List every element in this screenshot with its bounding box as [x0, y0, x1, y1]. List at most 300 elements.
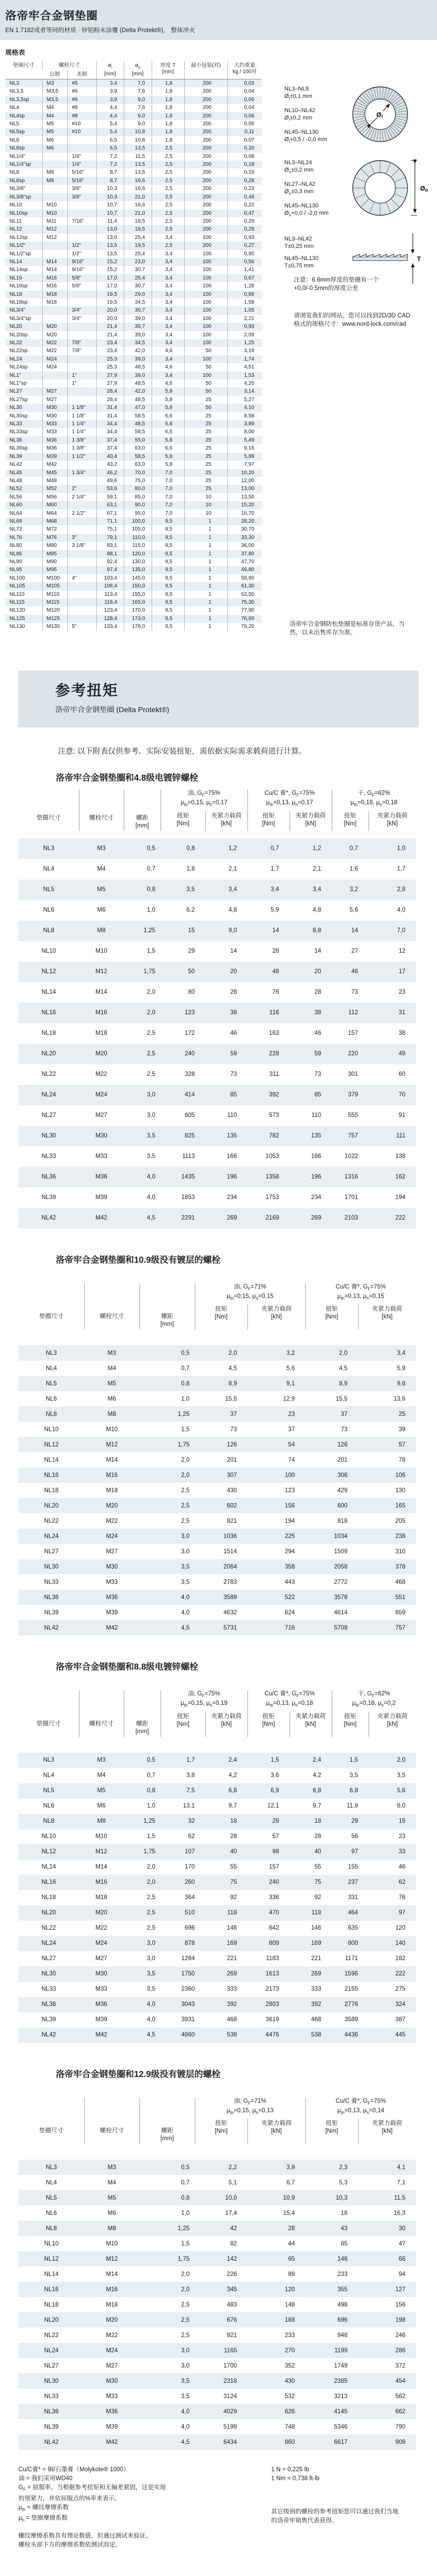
spec-cell: 10,20	[227, 469, 262, 477]
spec-cell: 1	[184, 606, 227, 614]
spec-cell: 4,4	[96, 104, 124, 112]
torque-cell: 3,5	[181, 1563, 190, 1570]
note-line: NL27–NL42	[284, 181, 315, 188]
torque-cell: M3	[107, 1350, 116, 1356]
spec-cell: 25	[184, 428, 227, 436]
spec-row	[5, 461, 262, 468]
torque-cell: 5,6	[397, 1788, 405, 1794]
torque-cell: 112	[348, 1010, 358, 1016]
torque-cell: 921	[226, 2332, 237, 2339]
spec-row	[5, 477, 262, 485]
torque-cell: M24	[95, 1940, 107, 1947]
spec-cell	[67, 225, 96, 233]
torque-row	[18, 1406, 416, 1422]
torque-cell: 20	[230, 969, 237, 975]
torque-cell: 1036	[223, 1533, 237, 1540]
torque-cell: 1358	[265, 1174, 279, 1181]
spec-cell	[67, 209, 96, 217]
torque-table-header	[18, 1690, 416, 1737]
spec-cell: 1 1/2"	[67, 453, 96, 461]
torque-cell: 44	[288, 2240, 295, 2247]
spec-cell: 5,8	[152, 420, 184, 428]
spec-cell: 4,6	[152, 363, 184, 371]
label: 螺栓尺寸	[89, 1720, 114, 1727]
spec-cell: 1 3/8"	[67, 444, 96, 452]
spec-cell	[67, 396, 96, 404]
torque-cell: 5,6	[350, 907, 358, 914]
spec-row	[5, 331, 262, 339]
torque-cell: 146	[226, 1925, 237, 1932]
label: 夹紧力载荷	[372, 1306, 402, 1313]
header-spacer	[18, 2144, 416, 2160]
torque-cell: NL30	[41, 1971, 56, 1978]
torque-cell: 3,5	[181, 2393, 190, 2400]
torque-cell: 28	[230, 1833, 237, 1840]
spec-cell: 7,97	[227, 461, 262, 468]
spec-cell: 2,5	[152, 201, 184, 209]
group-line-2: $\mu_{th}=0,15$, $\mu_h=0,13$	[226, 2108, 274, 2115]
spec-cell: 27,9	[96, 380, 124, 387]
col-header-bolt-size: 螺栓尺寸	[42, 61, 96, 70]
torque-cell: NL39	[44, 2423, 59, 2430]
torque-cell: NL22	[41, 1071, 56, 1078]
spec-cell: 48,5	[124, 420, 152, 428]
torque-table-header	[18, 2098, 416, 2144]
spec-cell: M22	[42, 347, 67, 355]
spec-cell: 103,4	[96, 574, 124, 582]
torque-cell: M16	[106, 1472, 118, 1479]
spec-cell: 47,70	[227, 558, 262, 566]
spec-cell	[67, 517, 96, 525]
torque-cell: 39	[399, 1426, 405, 1433]
spec-cell: NL24sp	[9, 364, 28, 371]
torque-cell: 9,6	[397, 1380, 405, 1387]
spec-cell: 100	[184, 298, 227, 306]
torque-cell: M36	[106, 1594, 118, 1601]
torque-row	[18, 1498, 416, 1513]
torque-row	[18, 941, 416, 962]
torque-cell: 372	[395, 2362, 405, 2369]
torque-cell: 76	[272, 989, 279, 996]
spec-cell: 21,0	[124, 209, 152, 217]
spec-cell: 2,5	[152, 161, 184, 168]
torque-cell: M14	[95, 989, 107, 996]
torque-cell: 13,6	[393, 1395, 405, 1402]
torque-cell: 3,0	[147, 1955, 155, 1962]
unit: [kN]	[271, 1314, 282, 1321]
torque-row	[18, 1208, 416, 1229]
spec-cell: NL8sp	[9, 177, 25, 184]
spec-cell: 7/8"	[67, 347, 96, 355]
torque-cell: 0,8	[147, 1788, 155, 1794]
spec-row	[5, 217, 262, 225]
spec-cell: NL105	[9, 583, 25, 590]
torque-cell: M42	[95, 2032, 107, 2039]
spec-cell: 9/16"	[67, 258, 96, 266]
spec-cell: 3,9	[96, 96, 124, 104]
spec-cell: 6,6	[152, 428, 184, 436]
lubrication-group-header	[195, 1283, 305, 1305]
torque-cell: NL12	[44, 1441, 59, 1448]
torque-cell: 37	[230, 1411, 237, 1417]
spec-cell: 120,0	[124, 550, 152, 558]
torque-cell: NL5	[43, 886, 55, 893]
spec-cell: 0,07	[227, 136, 262, 144]
torque-cell: 1749	[334, 2362, 347, 2369]
group-line-1: Cu/C 膏*, $G_F=75\%$	[335, 1283, 386, 1291]
col-header-torque	[332, 1712, 369, 1737]
torque-cell: 73	[341, 1426, 347, 1433]
label: 扭矩	[344, 1713, 356, 1720]
torque-row	[18, 1814, 416, 1829]
spec-cell	[42, 250, 67, 258]
torque-row	[18, 1437, 416, 1452]
spec-row	[5, 436, 262, 444]
cad-url-link[interactable]: www.nord-lock.com/cad	[342, 321, 406, 327]
torque-cell: 17,4	[225, 2210, 237, 2216]
note-line: $\mu_h$ = 垫圈摩擦系数	[18, 2514, 68, 2523]
spec-cell: 15,2	[96, 266, 124, 274]
spec-cell: 2,5	[152, 168, 184, 176]
spec-cell: 80,0	[124, 485, 152, 493]
torque-cell: 635	[347, 1925, 358, 1932]
group-line-2: $\mu_{th}=0,18$, $\mu_h=0,2$	[352, 1700, 396, 1708]
spec-cell: 3,4	[152, 298, 184, 306]
spec-cell: 100	[184, 250, 227, 258]
torque-cell: 76	[399, 1894, 405, 1901]
spec-cell: M27	[42, 387, 67, 395]
spec-cell: 0,29	[227, 225, 262, 233]
spec-cell: NL14sp	[9, 267, 28, 273]
torque-cell: M5	[107, 2194, 116, 2201]
spec-cell: 58,5	[124, 428, 152, 436]
torque-cell: M5	[97, 1788, 106, 1794]
spec-row	[5, 598, 262, 606]
torque-cell: 1,7	[186, 1757, 195, 1764]
spec-cell: 10	[184, 501, 227, 509]
torque-cell: 3,0	[181, 2362, 190, 2369]
spec-cell: 75,30	[227, 598, 262, 606]
torque-cell: 14	[230, 948, 237, 955]
spec-cell	[42, 153, 67, 161]
spec-row	[5, 517, 262, 525]
spec-cell: 50	[184, 404, 227, 412]
spec-cell: NL22sp	[9, 348, 28, 354]
spec-row	[5, 168, 262, 176]
spec-cell: 13,00	[227, 485, 262, 493]
torque-cell: 748	[284, 2423, 295, 2430]
torque-cell: 201	[337, 1456, 347, 1463]
note-line: $Ø_o+0,0 / -2,0$ mm	[284, 210, 329, 218]
torque-cell: 118	[227, 1910, 237, 1916]
spec-cell	[42, 242, 67, 249]
torque-cell: 3,9	[286, 2164, 295, 2171]
torque-cell: M30	[106, 1563, 118, 1570]
spec-cell: 95,0	[124, 510, 152, 517]
torque-cell: 454	[395, 2378, 405, 2384]
spec-cell: NL12	[9, 226, 22, 233]
torque-cell: M20	[95, 1910, 107, 1916]
spec-cell: 115,0	[124, 542, 152, 550]
torque-cell: M3	[97, 845, 106, 852]
torque-cell: 3931	[181, 2016, 195, 2023]
torque-cell: 1034	[334, 1533, 347, 1540]
torque-cell: 2,5	[181, 2332, 190, 2339]
spec-cell	[67, 525, 96, 533]
spec-cell	[67, 461, 96, 468]
spec-cell: 150,0	[124, 582, 152, 590]
torque-cell: 48	[272, 969, 279, 975]
torque-cell: 3,4	[229, 886, 237, 893]
torque-cell: 0,8	[186, 845, 195, 852]
torque-cell: 2,5	[147, 1071, 155, 1078]
spec-cell: 200	[184, 96, 227, 104]
note-line: $Ø_i\pm 0,2$ mm	[284, 115, 312, 123]
torque-cell: 696	[337, 2317, 347, 2323]
torque-cell: 387	[395, 2016, 405, 2023]
spec-cell: 100	[184, 331, 227, 339]
spec-cell: 1,74	[227, 355, 262, 363]
torque-cell: NL18	[41, 1030, 56, 1037]
torque-section-subtitle: 洛帝牢合金钢垫圈 (Delta Protekt®)	[55, 705, 170, 714]
torque-cell: 196	[311, 1174, 321, 1181]
torque-cell: 123	[184, 1010, 195, 1016]
torque-cell: 3,6	[271, 1772, 279, 1779]
note-line: T±0,75 mm	[284, 263, 314, 269]
torque-cell: 68	[399, 2255, 405, 2262]
friction-coefficient-notes	[18, 2532, 255, 2550]
torque-cell: 12	[399, 948, 405, 955]
torque-cell: NL10	[41, 948, 56, 955]
torque-cell: 2385	[334, 2378, 347, 2384]
spec-cell: 2,09	[227, 331, 262, 339]
lubrication-group-header	[161, 790, 247, 811]
label: 扭矩	[215, 1306, 227, 1313]
spec-row	[5, 120, 262, 128]
spec-cell: M11	[42, 217, 67, 225]
spec-cell: M8	[42, 168, 67, 176]
spec-cell: 200	[184, 209, 227, 217]
spec-cell: M16	[42, 282, 67, 290]
torque-section-header	[18, 671, 419, 727]
torque-cell: 3,0	[181, 1533, 190, 1540]
torque-row	[18, 2419, 416, 2434]
torque-cell: 120	[284, 2286, 295, 2293]
unit: [Nm]	[214, 1314, 228, 1321]
torque-cell: M33	[106, 1579, 118, 1585]
spec-cell: 19,5	[96, 298, 124, 306]
col-header-weight: 大约重量 kg / 100对	[227, 61, 262, 79]
torque-cell: 3589	[223, 1594, 237, 1601]
spec-cell: NL1"	[9, 372, 21, 378]
torque-cell: 4614	[334, 1609, 347, 1616]
unit: [mm]	[135, 822, 149, 829]
torque-cell: 333	[226, 1986, 237, 1993]
spec-cell: 25	[184, 485, 227, 493]
spec-cell	[42, 161, 67, 168]
torque-row	[18, 2434, 416, 2450]
torque-cell: 605	[184, 1112, 195, 1119]
spec-cell: 19,5	[124, 225, 152, 233]
torque-cell: 4145	[334, 2408, 347, 2415]
torque-cell: NL22	[44, 1517, 59, 1524]
footnotes-right-column	[271, 2465, 419, 2550]
spec-cell	[42, 315, 67, 323]
torque-cell: 333	[311, 1986, 321, 1993]
spec-cell: 34,4	[96, 420, 124, 428]
torque-cell: 6,9	[271, 1788, 279, 1794]
spec-cell	[42, 306, 67, 314]
torque-cell: M14	[95, 1864, 107, 1871]
torque-cell: 106	[395, 1472, 405, 1479]
torque-cell: 116	[269, 1010, 279, 1016]
note-line: 的预紧力，并依屈服点的%率来表示。	[18, 2495, 121, 2502]
torque-cell: 2,0	[147, 1010, 155, 1016]
torque-cell: 336	[269, 1894, 279, 1901]
spec-cell: 8,7	[96, 177, 124, 185]
torque-cell: M24	[106, 1533, 118, 1540]
torque-section	[0, 671, 437, 2450]
spec-row	[5, 510, 262, 517]
torque-cell: NL33	[44, 1579, 59, 1585]
torque-row	[18, 1768, 416, 1783]
spec-cell: 58,5	[124, 453, 152, 461]
spec-cell: 11,5	[124, 153, 152, 161]
torque-cell: NL42	[41, 2032, 56, 2039]
spec-cell: M36	[42, 444, 67, 452]
torque-cell: 3589	[344, 2016, 358, 2023]
torque-cell: 4,0	[181, 2423, 190, 2430]
spec-cell: 40,4	[96, 453, 124, 461]
spec-cell: M18	[42, 291, 67, 298]
spec-cell: M76	[42, 534, 67, 542]
torque-cell: 948	[337, 2332, 347, 2339]
spec-cell: M95	[42, 566, 67, 574]
torque-cell: 352	[284, 2362, 295, 2369]
unit: [Nm]	[176, 820, 190, 827]
spec-cell: 7,0	[152, 469, 184, 477]
torque-cell: 12,9	[283, 1395, 295, 1402]
torque-cell: 27	[351, 948, 358, 955]
spec-cell: 1,53	[227, 372, 262, 380]
spacer-row	[18, 1737, 416, 1753]
spec-cell: 39,0	[124, 355, 152, 363]
spec-table-heading: 规格表	[5, 49, 25, 56]
spec-cell: 100	[184, 339, 227, 347]
torque-cell: NL24	[44, 1533, 59, 1540]
torque-cell: 1,0	[147, 907, 155, 914]
torque-cell: 4,8	[229, 907, 237, 914]
spec-cell: 1 1/8"	[67, 412, 96, 420]
torque-cell: 6434	[223, 2439, 237, 2445]
unit: [Nm]	[214, 2128, 228, 2135]
spec-cell: 28,4	[96, 396, 124, 404]
spec-cell: M120	[42, 606, 67, 614]
spec-cell: NL95	[9, 567, 22, 573]
spec-cell: 49,6	[96, 477, 124, 485]
torque-cell: 2803	[265, 2001, 279, 2008]
torque-cell: 2173	[265, 1986, 279, 1993]
spec-cell: 10	[184, 493, 227, 501]
spec-cell: 53,6	[96, 485, 124, 493]
spec-cell: 133,4	[96, 623, 124, 631]
spec-cell: 55,0	[124, 436, 152, 444]
spec-cell: 6,5	[96, 144, 124, 152]
spec-cell	[67, 477, 96, 485]
spec-cell: 21,4	[96, 331, 124, 339]
spec-cell: 83,1	[96, 542, 124, 550]
torque-cell: 23	[399, 989, 405, 996]
torque-cell: 15,5	[225, 1395, 237, 1402]
spec-cell: 75,0	[124, 477, 152, 485]
torque-cell: NL5	[43, 1788, 55, 1794]
torque-row	[18, 1483, 416, 1498]
torque-cell: M30	[106, 2378, 118, 2384]
torque-cell: 1284	[181, 1955, 195, 1962]
torque-cell: 2,0	[181, 2271, 190, 2278]
torque-cell: 4632	[223, 1609, 237, 1616]
torque-cell: 0,7	[350, 845, 358, 852]
spec-cell	[67, 144, 96, 152]
torque-cell: NL4	[45, 1365, 57, 1372]
torque-cell: NL20	[41, 1910, 56, 1916]
torque-cell: 286	[395, 2347, 405, 2354]
torque-cell: 1,75	[177, 2255, 190, 2262]
torque-row	[18, 1003, 416, 1023]
spec-row	[5, 469, 262, 477]
torque-cell: 3,8	[186, 1772, 195, 1779]
torque-cell: 166	[311, 1153, 321, 1160]
label: 扭矩	[325, 1306, 338, 1313]
torque-cell: 716	[284, 1624, 295, 1631]
col-header-pitch	[140, 2098, 195, 2144]
spec-cell: 3,4	[152, 315, 184, 323]
torque-cell: 8,0	[397, 1803, 405, 1810]
spec-cell: 1"	[67, 380, 96, 387]
torque-cell: M24	[95, 1092, 107, 1099]
spec-cell: 100	[184, 258, 227, 266]
lubrication-group-header	[332, 1690, 416, 1712]
torque-cell: 562	[395, 2393, 405, 2400]
torque-cell: 260	[184, 1879, 195, 1886]
torque-row	[18, 2343, 416, 2358]
torque-cell: 294	[284, 1548, 295, 1555]
torque-cell: 757	[347, 1133, 358, 1140]
torque-cell: 0,7	[271, 845, 279, 852]
spec-cell: NL60	[9, 502, 22, 508]
spec-row	[5, 420, 262, 428]
spec-cell: 1,8	[152, 104, 184, 112]
torque-cell: 324	[395, 2001, 405, 2008]
spec-cell: 63,0	[124, 461, 152, 468]
torque-cell: 194	[284, 1517, 295, 1524]
spec-row	[5, 144, 262, 152]
spec-cell: 3 1/8"	[67, 542, 96, 550]
spec-cell: NL120	[9, 607, 25, 614]
torque-cell: 73	[230, 1071, 237, 1078]
col-header-torque	[305, 1304, 358, 1330]
spec-cell: NL6sp	[9, 145, 25, 152]
spec-cell: 2 1/4"	[67, 493, 96, 501]
spec-row	[5, 266, 262, 274]
torque-cell: 659	[395, 1609, 405, 1616]
torque-cell: NL42	[41, 1215, 56, 1222]
spec-cell: NL80	[9, 543, 22, 549]
spec-cell: NL115	[9, 600, 25, 605]
torque-row	[18, 1452, 416, 1467]
spec-cell: M18	[42, 298, 67, 306]
unit: [kN]	[382, 2128, 393, 2135]
